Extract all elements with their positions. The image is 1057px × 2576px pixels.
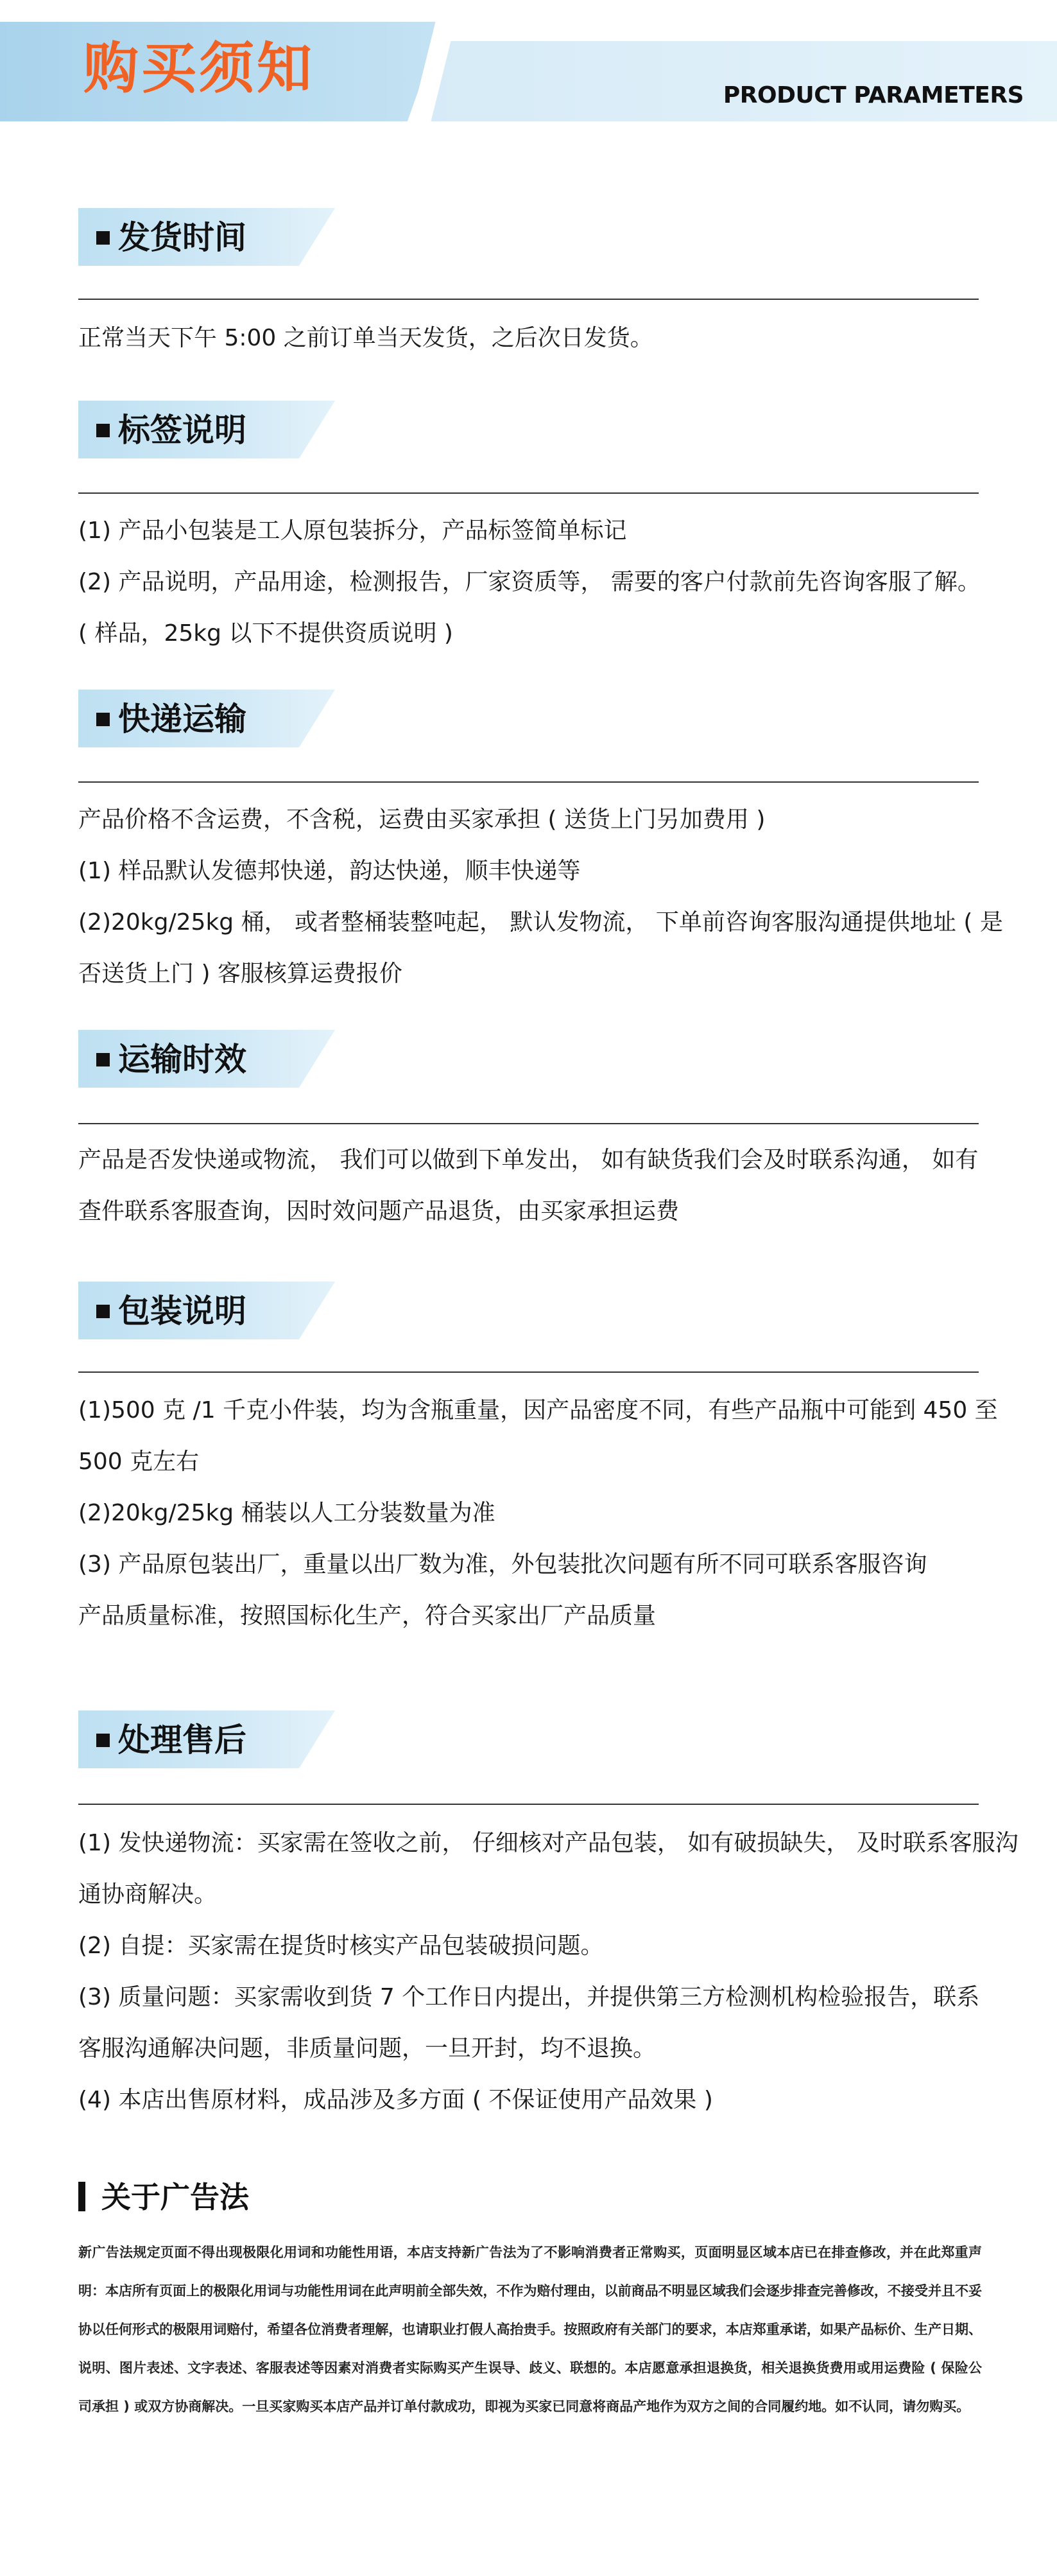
square-bullet-icon [96,231,110,245]
section-body-express-shipping [78,794,1003,1000]
section-title: 快递运输 [118,701,246,738]
section-header-transit-time [78,1030,335,1088]
body-line: (1)500 克 /1 千克小件装，均为含瓶重量，因产品密度不同，有些产品瓶中可能到 450 至 [78,1397,998,1423]
section-title: 发货时间 [118,219,246,256]
body-line: (1) 产品小包装是工人原包装拆分，产品标签简单标记 [78,518,627,544]
section-body-transit-time [78,1135,983,1237]
body-line: 产品价格不含运费，不含税，运费由买家承担 ( 送货上门另加费用 ) [78,806,766,833]
body-line: 通协商解决。 [78,1881,218,1908]
square-bullet-icon [96,713,110,726]
body-line: ( 样品，25kg 以下不提供资质说明 ) [78,620,453,647]
section-header-label-info [78,401,335,458]
banner-right-panel [417,41,1057,121]
section-divider [78,1123,979,1124]
body-line: (2)20kg/25kg 桶， 或者整桶装整吨起， 默认发物流， 下单前咨询客服沟通提供地址 ( 是 [78,909,1003,936]
section-divider [78,299,979,300]
body-line: (4) 本店出售原材料，成品涉及多方面 ( 不保证使用产品效果 ) [78,2087,713,2113]
section-divider [78,781,979,783]
section-title: 处理售后 [118,1721,246,1759]
section-body-after-sales [78,1818,1018,2126]
body-line: (1) 发快递物流：买家需在签收之前， 仔细核对产品包装， 如有破损缺失， 及时联系客服沟 [78,1830,1018,1856]
body-line: 产品质量标准，按照国标化生产，符合买家出厂产品质量 [78,1603,657,1629]
square-bullet-icon [96,424,110,437]
body-line: 否送货上门 ) 客服核算运费报价 [78,961,402,987]
law-notice-body: 新广告法规定页面不得出现极限化用词和功能性用语，本店支持新广告法为了不影响消费者正常购买，页面明显区域本店已在排查修改，并在此郑重声明：本店所有页面上的极限化用词与功能性用词在此声明前全部失效，不作为赔付理由，以前商品不明显区域我们会逐步排查完善修改，不接受并且不妥协以任何形式的极限用词赔付，希望各位消费者理解，也请职业打假人高抬贵手。按照政府有关部门的要求，本店郑重承诺，如果产品标价、生产日期、说明、图片表述、文字表述、客服表述等因素对消费者实际购买产生误导、歧义、联想的。本店愿意承担退换货，相关退换货费用或用运费险 ( 保险公司承担 ) 或双方协商解决。一旦买家购买本店产品并订单付款成功，即视为买家已同意将商品产地作为双方之间的合同履约地。如不认同，请勿购买。 [78,2245,982,2414]
header-banner [0,22,1057,121]
section-title: 标签说明 [118,412,246,449]
square-bullet-icon [96,1734,110,1747]
section-header-shipping-time [78,208,335,266]
section-divider [78,1371,979,1373]
body-line: (1) 样品默认发德邦快递，韵达快递，顺丰快递等 [78,858,581,884]
body-line: (2) 产品说明，产品用途，检测报告，厂家资质等， 需要的客户付款前先咨询客服了解。 [78,569,981,595]
body-line: (2) 自提：买家需在提货时核实产品包装破损问题。 [78,1933,604,1959]
body-line: 客服沟通解决问题，非质量问题，一旦开封，均不退换。 [78,2035,657,2062]
body-line: 500 克左右 [78,1449,200,1475]
body-line: 查件联系客服查询，因时效问题产品退货，由买家承担运费 [78,1198,680,1224]
section-divider [78,492,979,494]
section-body-label-info [78,505,983,659]
square-bullet-icon [96,1053,110,1066]
page-title: 购买须知 [83,37,314,101]
section-divider [78,1804,979,1805]
body-line: (3) 产品原包装出厂，重量以出厂数为准，外包装批次问题有所不同可联系客服咨询 [78,1551,927,1578]
section-header-after-sales [78,1710,335,1768]
page-subtitle: PRODUCT PARAMETERS [723,82,1024,109]
section-title: 包装说明 [118,1292,246,1330]
section-header-packaging [78,1282,335,1339]
section-body-shipping-time [78,313,983,364]
body-line: 产品是否发快递或物流， 我们可以做到下单发出， 如有缺货我们会及时联系沟通， 如有 [78,1147,979,1173]
body-line: (3) 质量问题：买家需收到货 7 个工作日内提出，并提供第三方检测机构检验报告，联系 [78,1984,980,2010]
vertical-bar-icon [78,2182,85,2211]
section-body-packaging [78,1385,998,1642]
body-line: 正常当天下午 5:00 之前订单当天发货，之后次日发货。 [78,325,653,351]
section-title: 运输时效 [118,1041,246,1078]
body-line: (2)20kg/25kg 桶装以人工分装数量为准 [78,1500,495,1526]
square-bullet-icon [96,1305,110,1318]
section-header-express-shipping [78,690,335,747]
law-notice-title: 关于广告法 [101,2180,249,2215]
